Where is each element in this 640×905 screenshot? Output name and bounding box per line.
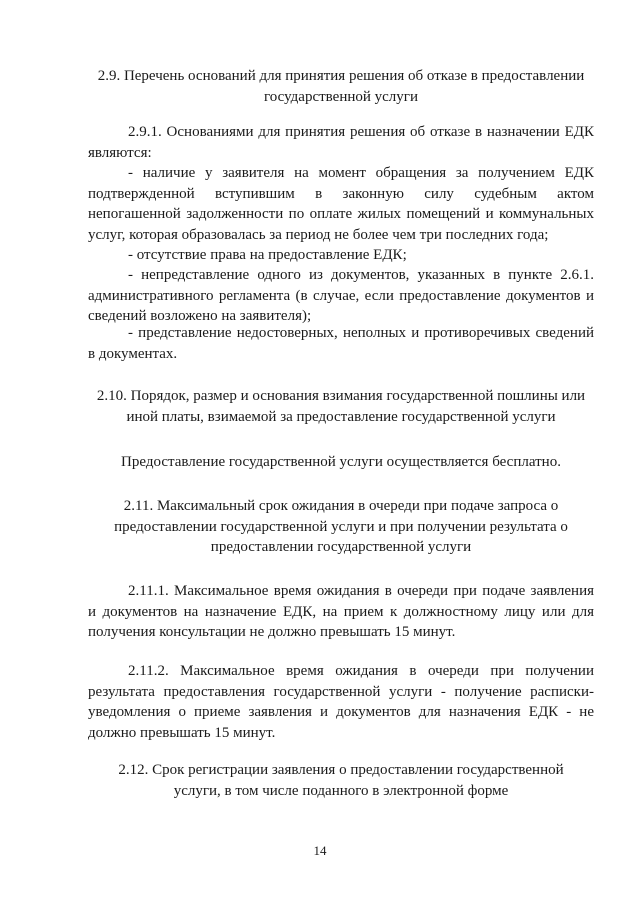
paragraph-line: должно превышать 15 минут. [88,724,276,741]
paragraph-line: подтвержденной вступившим в законную силу судебным актом [88,185,594,202]
list-item-no-right [88,245,594,266]
paragraph-2-9-1 [88,122,594,163]
section-2-9-heading [88,66,594,107]
section-2-10-text [88,452,594,473]
heading-line: 2.11. Максимальный срок ожидания в очереди при подаче запроса о [123,498,559,514]
section-2-12-heading [88,760,594,801]
heading-line: услуги, в том числе поданного в электронной форме [173,782,509,799]
section-2-11-heading [88,496,594,558]
heading-line: 2.12. Срок регистрации заявления о предоставлении государственной [118,762,564,778]
heading-line: государственной услуги [264,88,418,105]
paragraph-line: получения консультации не должно превышать 15 минут. [88,624,456,640]
paragraph-line: результата предоставления государственной услуги - получение расписки- [88,683,594,700]
heading-line: 2.10. Порядок, размер и основания взимания государственной пошлины или [96,388,586,404]
paragraph-line: и документов на назначение ЕДК, на прием к должностному лицу или для [88,603,594,620]
paragraph-line: - представление недостоверных, неполных и противоречивых сведений [128,325,594,341]
paragraph-line: 2.9.1. Основаниями для принятия решения об отказе в назначении ЕДК [128,124,594,140]
paragraph-line: - отсутствие права на предоставление ЕДК; [128,247,407,263]
list-item-false-info [88,323,594,364]
list-item-no-docs [88,265,594,327]
heading-line: иной платы, взимаемой за предоставление государственной услуги [126,408,556,425]
heading-line: предоставлении государственной услуги и при получении результата о [114,518,568,535]
paragraph-line: - непредставление одного из документов, указанных в пункте 2.6.1. [128,267,594,283]
paragraph-line: 2.11.2. Максимальное время ожидания в очереди при получении [128,663,594,679]
paragraph-line: Предоставление государственной услуги осуществляется бесплатно. [121,454,561,470]
section-2-10-heading [88,386,594,427]
heading-line: предоставлении государственной услуги [210,539,472,555]
paragraph-line: непогашенной задолженности по оплате жилых помещений и коммунальных [88,206,594,222]
paragraph-line: услуг, которая образовалась за период не более чем три последних года; [88,226,549,243]
paragraph-line: - наличие у заявителя на момент обращения за получением ЕДК [128,165,594,181]
paragraph-line: в документах. [88,345,178,362]
paragraph-2-11-2 [88,661,594,743]
list-item-debt [88,163,594,245]
page-number: 14 [313,843,327,858]
paragraph-2-11-1 [88,581,594,643]
paragraph-line: уведомления о приеме заявления и документов для назначения ЕДК - не [88,704,594,720]
paragraph-line: сведений возложено на заявителя); [88,308,312,324]
heading-line: 2.9. Перечень оснований для принятия решения об отказе в предоставлении [97,68,585,84]
paragraph-line: административного регламента (в случае, если предоставление документов и [88,287,594,304]
paragraph-line: являются: [88,144,152,161]
paragraph-line: 2.11.1. Максимальное время ожидания в очереди при подаче заявления [128,583,594,599]
